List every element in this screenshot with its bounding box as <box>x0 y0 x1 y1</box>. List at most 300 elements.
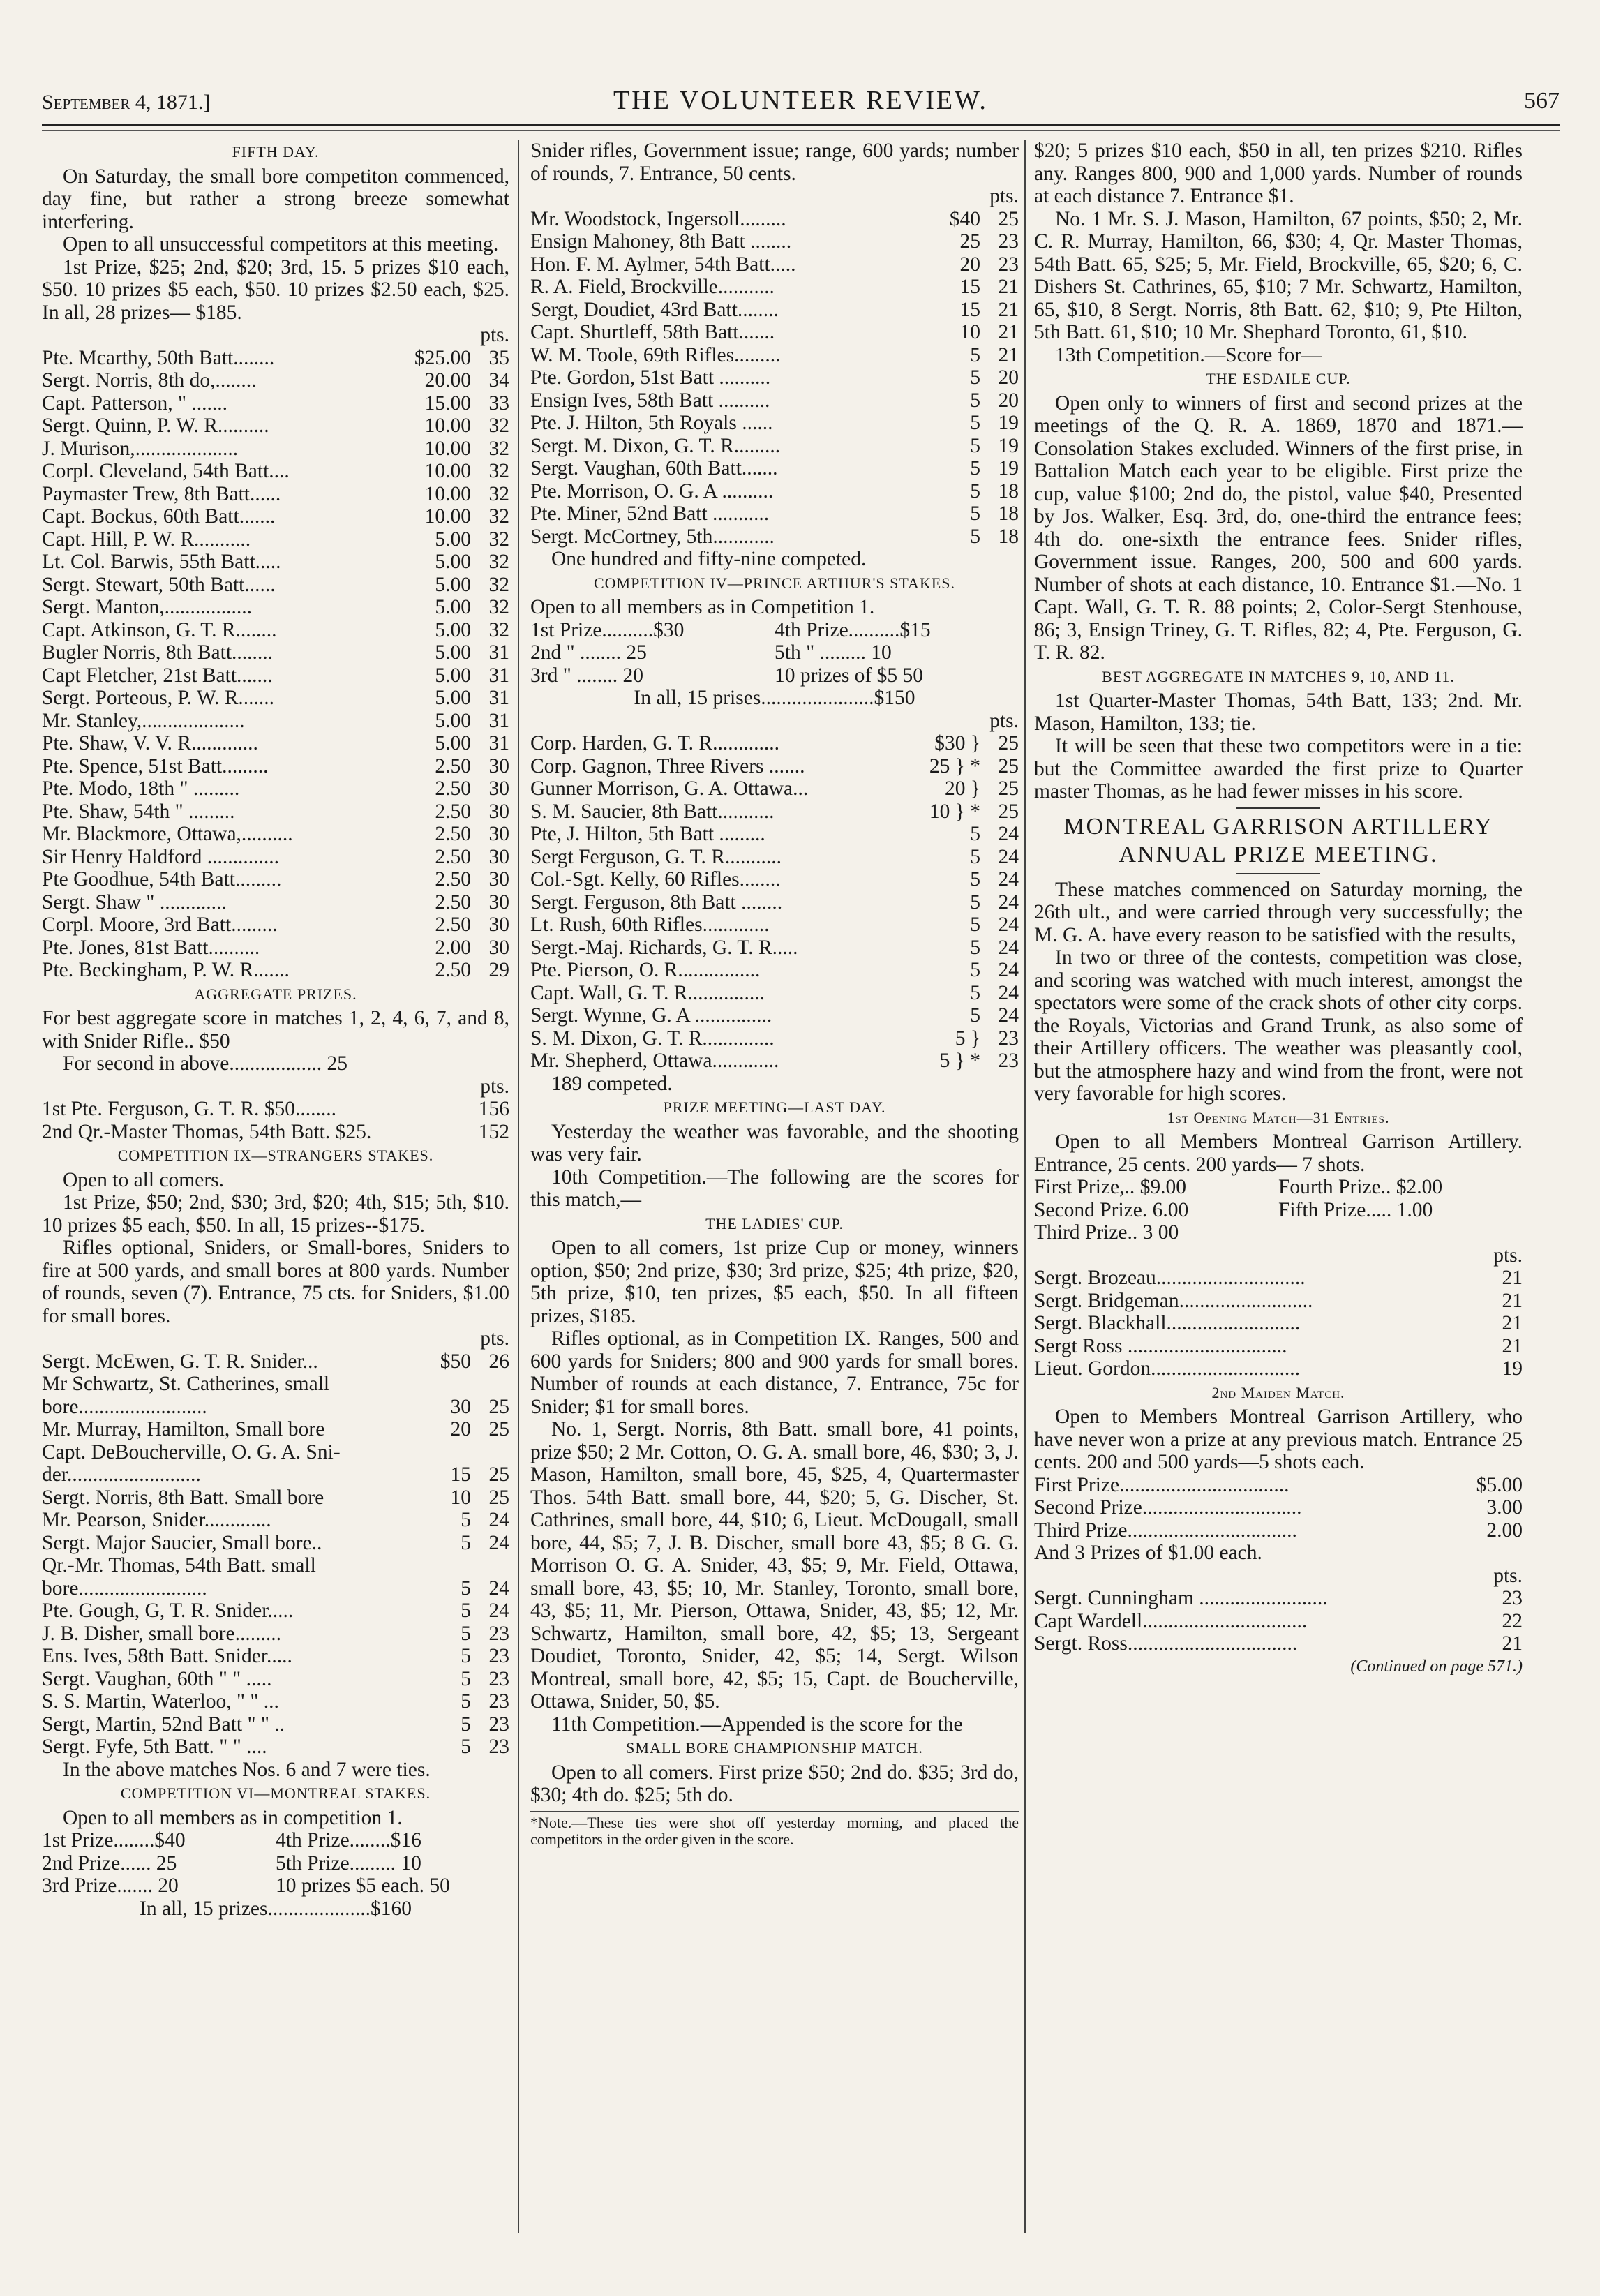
table-row <box>530 664 1019 687</box>
pts-label: pts. <box>989 709 1019 732</box>
column-divider-2 <box>1024 140 1026 2233</box>
competitor-name: Mr. Woodstock, Ingersoll......... <box>530 207 786 230</box>
table-row <box>530 366 1019 389</box>
table-row <box>42 1350 509 1373</box>
table-row <box>530 619 1019 642</box>
prize-cell: First Prize,.. $9.00 <box>1034 1176 1186 1198</box>
competitor-name: Sergt. Norris, 8th do,........ <box>42 369 257 392</box>
competitor-name: Col.-Sgt. Kelly, 60 Rifles........ <box>530 868 781 890</box>
points-value: 21 <box>998 321 1019 343</box>
points-value: 31 <box>488 709 509 732</box>
points-value: 32 <box>488 415 509 437</box>
prize-cell: 1st Prize........$40 <box>42 1829 186 1851</box>
table-row <box>530 208 1019 231</box>
prize-value: 5 <box>970 845 980 868</box>
prize-value: 10.00 <box>424 415 471 437</box>
points-value: 32 <box>488 573 509 596</box>
points-value: 30 <box>488 890 509 914</box>
prize-value: 5 <box>970 525 980 548</box>
competitor-name: Pte. Morrison, O. G. A .......... <box>530 479 774 502</box>
paragraph: 1st Prize, $50; 2nd, $30; 3rd, $20; 4th, $15; 5th, $10. 10 prizes $5 each, $50. In all, 15 prizes--$175. <box>42 1191 509 1237</box>
points-value: 18 <box>998 479 1019 502</box>
prize-cell: Fifth Prize..... 1.00 <box>1278 1198 1433 1221</box>
prize-value: 5 <box>461 1509 471 1531</box>
competitor-name: Sergt, Doudiet, 43rd Batt........ <box>530 298 779 321</box>
points-value: 30 <box>488 845 509 868</box>
points-value: 24 <box>998 981 1019 1004</box>
table-row <box>42 1690 509 1713</box>
table-row <box>530 525 1019 549</box>
paragraph: 1st Prize, $25; 2nd, $20; 3rd, 15. 5 prizes $10 each, $50. 10 prizes $5 each, $50. 10 prizes $2.50 each, $25. In all, 28 prizes— $185. <box>42 255 509 324</box>
table-row <box>42 460 509 483</box>
paragraph: For second in above.................. 25 <box>63 1052 348 1075</box>
paragraph: No. 1, Sergt. Norris, 8th Batt. small bore, 41 points, prize $50; 2 Mr. Cotton, O. G. A. small bore, 46, $30; 3, J. Mason, Hamilton, small bore, 45, $25, 4, Quartermaster Thos. 54th Batt. small bore, 44, $20; 5, G. Discher, St. Cathrines, small bore, 44, $10; 6, Lieut. McDougall, small bore, 44, $5; 7, J. B. Discher, small bore 43, $5; 8 G. G. Morrison O. G. A. Snider, 43, $5; 9, Mr. Field, Ottawa, small bore, 43, $5; 10, Mr. Stanley, Toronto, small bore, 43, $5; 11, Mr. Pierson, Ottawa, Snider, 43, $5; 12, Mr. Schwartz, Hamilton, small bore, 42, $5; 13, Sergeant Doudiet, Toronto, Snider, 42, $5; 14, Sergt. Wilson Montreal, small bore, 42, $5; 15, Capt. de Boucherville, Ottawa, Snider, 50, $5. <box>530 1418 1019 1713</box>
competitor-name: Capt Fletcher, 21st Batt....... <box>42 664 273 687</box>
points-value: 22 <box>1502 1609 1523 1632</box>
section-heading: THE ESDAILE CUP. <box>1206 370 1351 387</box>
competitor-name: Qr.-Mr. Thomas, 54th Batt. small <box>42 1554 316 1576</box>
prize-value: 5 <box>970 343 980 366</box>
prize-value: 5 <box>970 890 980 914</box>
table-row <box>1034 1290 1523 1313</box>
competitor-name: Mr. Blackmore, Ottawa,.......... <box>42 823 293 845</box>
table-row <box>42 1829 509 1852</box>
points-value: 25 <box>488 1418 509 1440</box>
table-row <box>530 230 1019 253</box>
points-value: 31 <box>488 687 509 709</box>
table-row <box>530 276 1019 299</box>
points-value: 24 <box>998 1004 1019 1027</box>
points-value: 23 <box>488 1667 509 1690</box>
table-row <box>42 1577 509 1600</box>
table-row <box>42 528 509 551</box>
table-row <box>530 299 1019 322</box>
points-value: 20 <box>998 366 1019 389</box>
prize-value: 2.50 <box>435 868 471 890</box>
table-row <box>42 914 509 937</box>
points-value: 24 <box>488 1576 509 1600</box>
table-row <box>530 891 1019 914</box>
competitor-name: Capt. Patterson, " ....... <box>42 392 228 415</box>
prize-value: 20.00 <box>424 369 471 392</box>
points-value: 30 <box>488 754 509 777</box>
prize-value: 10.00 <box>424 460 471 482</box>
competitor-name: Pte. Shaw, 54th " ......... <box>42 800 235 823</box>
paragraph: Open to Members Montreal Garrison Artillery, who have never won a prize at any previous match. Entrance 25 cents. 200 and 500 yards—5 shots each. <box>1034 1406 1523 1473</box>
prize-value: 15 <box>959 298 980 321</box>
competitor-name: Pte. Shaw, V. V. R............. <box>42 732 258 754</box>
table-row <box>530 937 1019 960</box>
points-value: 29 <box>488 959 509 981</box>
competitor-name: Bugler Norris, 8th Batt........ <box>42 641 274 664</box>
prize-value: 5 <box>970 914 980 936</box>
prize-value: 5 <box>970 502 980 525</box>
prize-value: 5 <box>970 959 980 981</box>
points-value: 24 <box>998 936 1019 959</box>
prize-value: 5.00 <box>435 732 471 754</box>
points-value: 35 <box>488 346 509 369</box>
table-row <box>42 347 509 370</box>
table-row <box>42 641 509 664</box>
prize-value: 5 <box>970 981 980 1004</box>
prize-value: 5 <box>461 1713 471 1736</box>
table-row <box>42 777 509 800</box>
table-row <box>42 1463 509 1486</box>
paragraph: One hundred and fifty-nine competed. <box>551 548 867 570</box>
table-row <box>42 1736 509 1759</box>
prize-value: 5 <box>461 1531 471 1554</box>
footnote: *Note.—These ties were shot off yesterday morning, and placed the competitors in the order given in the score. <box>530 1811 1019 1848</box>
table-row <box>1034 1610 1523 1633</box>
competitor-name: Sergt. Shaw " ............. <box>42 890 227 914</box>
prize-value: 5 <box>461 1645 471 1667</box>
competitor-name: S. S. Martin, Waterloo, " " ... <box>42 1690 279 1713</box>
competitor-name: Pte. J. Hilton, 5th Royals ...... <box>530 412 773 434</box>
table-row <box>1034 1587 1523 1610</box>
table-row <box>42 710 509 733</box>
competitor-name: Sergt. M. Dixon, G. T. R......... <box>530 434 781 457</box>
separator <box>1236 873 1320 874</box>
competitor-name: Sergt, Martin, 52nd Batt " " .. <box>42 1713 285 1736</box>
competitor-name: Sergt Ross ............................... <box>1034 1334 1287 1357</box>
competitor-name: Sergt.-Maj. Richards, G. T. R..... <box>530 936 798 959</box>
points-value: 32 <box>488 528 509 551</box>
table-row <box>42 369 509 392</box>
paragraph: Snider rifles, Government issue; range, 600 yards; number of rounds, 7. Entrance, 50 cents. <box>530 140 1019 185</box>
points-value: 24 <box>998 959 1019 981</box>
table-row <box>530 389 1019 412</box>
competitor-name: Sergt. McCortney, 5th............ <box>530 525 775 548</box>
table-row <box>42 551 509 574</box>
competitor-name: Sergt. Ross................................. <box>1034 1632 1298 1655</box>
paragraph: 10th Competition.—The following are the scores for this match,— <box>530 1165 1019 1211</box>
points-value: 23 <box>1502 1587 1523 1609</box>
points-value: 25 <box>998 777 1019 800</box>
competitor-name: bore......................... <box>42 1576 207 1600</box>
table-row <box>530 868 1019 891</box>
table-row <box>42 732 509 755</box>
table-row <box>530 1027 1019 1050</box>
section-heading: SMALL BORE CHAMPIONSHIP MATCH. <box>626 1739 923 1757</box>
points-value: 30 <box>488 936 509 959</box>
points-value: 21 <box>1502 1267 1523 1289</box>
prize-cell: Second Prize. 6.00 <box>1034 1198 1189 1221</box>
table-row <box>42 823 509 846</box>
competitor-name: Corp. Gagnon, Three Rivers ....... <box>530 754 805 777</box>
competitor-name: 2nd Qr.-Master Thomas, 54th Batt. $25. <box>42 1120 372 1143</box>
points-value: 23 <box>488 1690 509 1713</box>
table-row <box>530 1050 1019 1073</box>
section-heading: BEST AGGREGATE IN MATCHES 9, 10, AND 11. <box>1102 667 1455 685</box>
prize-name: Second Prize............................... <box>1034 1496 1302 1519</box>
prize-value: 25 } * <box>929 754 980 777</box>
table-row <box>42 392 509 415</box>
prize-value: 5 <box>970 412 980 434</box>
competitor-name: Pte. Pierson, O. R................ <box>530 959 761 981</box>
competitor-name: Capt. Atkinson, G. T. R........ <box>42 618 277 641</box>
prize-value: $25.00 <box>414 346 471 369</box>
points-value: 19 <box>998 412 1019 434</box>
points-value: 30 <box>488 914 509 936</box>
prize-value: 5 <box>461 1576 471 1600</box>
points-value: 21 <box>998 276 1019 298</box>
paragraph: On Saturday, the small bore competiton commenced, day fine, but rather a strong breeze somewhat interfering. <box>42 165 509 233</box>
paragraph: For best aggregate score in matches 1, 2, 4, 6, 7, and 8, with Snider Rifle.. $50 <box>42 1007 509 1052</box>
section-heading: PRIZE MEETING—LAST DAY. <box>663 1098 886 1116</box>
table-row <box>42 846 509 869</box>
points-value: 19 <box>998 434 1019 457</box>
table-row <box>42 1418 509 1441</box>
table-row <box>42 483 509 506</box>
paragraph: 13th Competition.—Score for— <box>1055 343 1322 366</box>
points-value: 34 <box>488 369 509 392</box>
points-value <box>471 1554 509 1577</box>
competitor-name: Sergt. Manton,................. <box>42 596 253 618</box>
prize-table <box>42 1829 509 1898</box>
paragraph: These matches commenced on Saturday morning, the 26th ult., and were carried through very successfully; the M. G. A. have every reason to be satisfied with the results, <box>1034 878 1523 946</box>
table-row <box>530 800 1019 823</box>
prize-cell: 1st Prize..........$30 <box>530 618 685 641</box>
competitor-name: Pte, J. Hilton, 5th Batt ......... <box>530 823 765 845</box>
prize-value: 2.50 <box>435 754 471 777</box>
prize-cell: Third Prize.. 3 00 <box>1034 1221 1179 1244</box>
points-value: 23 <box>488 1713 509 1736</box>
prize-value: 5.00 <box>435 709 471 732</box>
pts-label: pts. <box>1493 1564 1523 1587</box>
competitor-name: Sergt. Vaughan, 60th " " ..... <box>42 1667 272 1690</box>
prize-value: 15.00 <box>424 392 471 415</box>
prize-value: 5 } * <box>939 1050 980 1072</box>
prize-value: 2.50 <box>435 823 471 845</box>
prize-value: 20 <box>450 1418 471 1440</box>
table-row <box>530 321 1019 344</box>
competitor-name: Pte. Spence, 51st Batt......... <box>42 754 269 777</box>
competitor-name: bore......................... <box>42 1395 207 1418</box>
points-value: 21 <box>1502 1312 1523 1334</box>
competitor-name: Ens. Ives, 58th Batt. Snider..... <box>42 1645 292 1667</box>
header-rule-thin <box>42 130 1560 131</box>
table-row <box>42 1098 509 1121</box>
table-row <box>530 502 1019 525</box>
points-value: 23 <box>488 1622 509 1645</box>
prize-value: 2.50 <box>435 890 471 914</box>
points-value: 24 <box>488 1531 509 1554</box>
table-row <box>42 755 509 778</box>
header-rule <box>42 124 1560 126</box>
table-row <box>42 596 509 619</box>
points-value: 23 <box>998 230 1019 253</box>
points-value: 30 <box>488 777 509 800</box>
prize-value: 5.00 <box>435 687 471 709</box>
points-value: 32 <box>488 482 509 505</box>
paragraph: In all, 15 prizes....................$160 <box>140 1897 412 1920</box>
paragraph: It will be seen that these two competitors were in a tie: but the Committee awarded the first prize to Quarter master Thomas, as he had fewer misses in his score. <box>1034 735 1523 803</box>
points-value: 25 <box>488 1463 509 1486</box>
paragraph: Open to all members as in competition 1. <box>63 1806 403 1829</box>
competitor-name: Lt. Col. Barwis, 55th Batt..... <box>42 551 281 573</box>
results-list <box>42 1350 509 1759</box>
pts-label: pts. <box>1493 1244 1523 1267</box>
paragraph: 189 competed. <box>551 1072 673 1095</box>
competitor-name: Capt. DeBoucherville, O. G. A. Sni- <box>42 1440 341 1463</box>
table-row <box>1034 1474 1523 1497</box>
results-list <box>1034 1267 1523 1380</box>
header-page-number: 567 <box>1524 88 1560 114</box>
competitor-name: Lt. Rush, 60th Rifles............. <box>530 914 770 936</box>
results-list <box>530 732 1019 1073</box>
points-value: 30 <box>488 868 509 890</box>
prize-value: 5 <box>970 434 980 457</box>
table-row <box>1034 1632 1523 1655</box>
competitor-name: W. M. Toole, 69th Rifles......... <box>530 343 781 366</box>
competitor-name: Pte. Miner, 52nd Batt ........... <box>530 502 770 525</box>
section-heading: COMPETITION IX—STRANGERS STAKES. <box>117 1147 434 1164</box>
competitor-name: Sergt. Fyfe, 5th Batt. " " .... <box>42 1736 267 1758</box>
prize-value: 2.50 <box>435 959 471 981</box>
table-row <box>42 415 509 438</box>
table-row <box>1034 1221 1523 1244</box>
table-row <box>42 687 509 710</box>
paragraph: And 3 Prizes of $1.00 each. <box>1034 1542 1262 1564</box>
prize-value: 5.00 <box>435 528 471 551</box>
competitor-name: der.......................... <box>42 1463 201 1486</box>
prize-cell: 10 prizes of $5 50 <box>775 664 924 687</box>
competitor-name: Pte. Mcarthy, 50th Batt........ <box>42 346 275 369</box>
prize-value: 20 <box>959 253 980 276</box>
points-value: 23 <box>998 253 1019 276</box>
table-row <box>530 435 1019 458</box>
prize-value: $40 <box>949 207 980 230</box>
points-value: 21 <box>998 298 1019 321</box>
paragraph: Open to all Members Montreal Garrison Artillery. Entrance, 25 cents. 200 yards— 7 shots. <box>1034 1131 1523 1176</box>
paragraph: Open only to winners of first and second prizes at the meetings of the Q. R. A. 1869, 1870 and 1871.—Consolation Stakes excluded. Winners of the first prise, in Battalion Match each year to be eligible. First prize the cup, value $100; 2nd do, the pistol, value $40, Presented by Jos. Walker, Esq. 3rd, do, one-third the entrance fees; 4th do. one-sixth the entrance fees. Snider rifles, Government issue. Ranges, 200, 500 and 600 yards. Number of shots at each distance, 10. Entrance $1.—No. 1 Capt. Wall, G. T. R. 88 points; 2, Color-Sergt Stenhouse, 86; 3, Ensign Triney, G. T. Rifles, 82; 4, Pte. Ferguson, G. T. R. 82. <box>1034 392 1523 664</box>
table-row <box>42 937 509 960</box>
prize-value: 5.00 <box>435 573 471 596</box>
points-value: 24 <box>998 914 1019 936</box>
table-row <box>530 253 1019 276</box>
table-row <box>42 868 509 891</box>
section-heading: COMPETITION VI—MONTREAL STAKES. <box>120 1784 431 1802</box>
points-value <box>471 1441 509 1464</box>
points-value: 24 <box>998 823 1019 845</box>
table-row <box>530 959 1019 982</box>
paragraph: No. 1 Mr. S. J. Mason, Hamilton, 67 points, $50; 2, Mr. C. R. Murray, Hamilton, 66, $30; 4, Qr. Master Thomas, 54th Batt. 65, $25; 5, Mr. Field, Brockville, 65, $20; 6, C. Dishers St. Cathrines, 65, $10; 7 Mr. Schwartz, Hamilton, 65, $10, 8 Sergt. Norris, 8th Batt. 62, $10; 9, Pte Hilton, 5th Batt. 61, $10; 10 Mr. Shephard Toronto, 61, $10. <box>1034 207 1523 343</box>
competitor-name: Pte. Gough, G, T. R. Snider..... <box>42 1600 294 1622</box>
points-value: 30 <box>488 823 509 845</box>
points-value: 32 <box>488 460 509 482</box>
results-list <box>530 208 1019 549</box>
pts-label: pts. <box>480 1075 509 1098</box>
table-row <box>530 732 1019 755</box>
table-row <box>42 1852 509 1875</box>
paragraph: Yesterday the weather was favorable, and the shooting was very fair. <box>530 1120 1019 1165</box>
table-row <box>530 641 1019 664</box>
table-row <box>42 1373 509 1396</box>
competitor-name: Paymaster Trew, 8th Batt...... <box>42 482 281 505</box>
competitor-name: R. A. Field, Brockville........... <box>530 276 775 298</box>
table-row <box>1034 1267 1523 1290</box>
points-value: 19 <box>998 457 1019 479</box>
points-value: 19 <box>1502 1357 1523 1380</box>
competitor-name: Capt. Shurtleff, 58th Batt....... <box>530 321 775 343</box>
points-value: 23 <box>488 1645 509 1667</box>
competitor-name: J. B. Disher, small bore......... <box>42 1622 281 1645</box>
table-row <box>1034 1176 1523 1199</box>
table-row <box>1034 1312 1523 1335</box>
competitor-name: S. M. Dixon, G. T. R.............. <box>530 1027 775 1050</box>
table-row <box>530 480 1019 503</box>
prize-value: 10.00 <box>424 505 471 528</box>
table-row <box>42 1441 509 1464</box>
section-heading: COMPETITION IV—PRINCE ARTHUR'S STAKES. <box>593 574 956 592</box>
results-list <box>1034 1587 1523 1655</box>
table-row <box>42 1623 509 1646</box>
prize-value: 5 <box>970 479 980 502</box>
competitor-name: Capt. Wall, G. T. R............... <box>530 981 765 1004</box>
points-value: 24 <box>998 845 1019 868</box>
separator <box>1236 807 1320 809</box>
table-row <box>42 1121 509 1144</box>
competitor-name: Pte. Jones, 81st Batt.......... <box>42 936 260 959</box>
table-row <box>42 1713 509 1736</box>
competitor-name: Sergt. Major Saucier, Small bore.. <box>42 1531 322 1554</box>
competitor-name: Corp. Harden, G. T. R............. <box>530 732 779 754</box>
competitor-name: Sergt. Quinn, P. W. R.......... <box>42 415 269 437</box>
prize-cell: Fourth Prize.. $2.00 <box>1278 1176 1443 1198</box>
points-value: 24 <box>998 868 1019 890</box>
section-heading: 2nd Maiden Match. <box>1211 1383 1345 1401</box>
prize-value: 2.50 <box>435 914 471 936</box>
column-3 <box>1034 140 1523 1678</box>
prize-value: 5.00 <box>435 641 471 664</box>
points-value: 156 <box>478 1098 509 1120</box>
table-row <box>530 1004 1019 1027</box>
points-value: 21 <box>1502 1334 1523 1357</box>
prize-value: 5.00 <box>435 551 471 573</box>
competitor-name: Lieut. Gordon............................. <box>1034 1357 1301 1380</box>
table-row <box>42 664 509 687</box>
competitor-name: Capt. Bockus, 60th Batt....... <box>42 505 276 528</box>
competitor-name: Pte Goodhue, 54th Batt......... <box>42 868 282 890</box>
points-value: 21 <box>998 343 1019 366</box>
prize-table <box>530 619 1019 687</box>
prize-value: 2.50 <box>435 777 471 800</box>
points-value: 32 <box>488 618 509 641</box>
points-value: 32 <box>488 551 509 573</box>
points-value: 23 <box>998 1027 1019 1050</box>
table-row <box>530 823 1019 846</box>
prize-name: Third Prize................................. <box>1034 1519 1297 1542</box>
table-row <box>42 1396 509 1419</box>
table-row <box>1034 1335 1523 1358</box>
prize-value: 10 <box>450 1486 471 1509</box>
prize-value: 5.00 <box>435 618 471 641</box>
competitor-name: Sergt. Cunningham ......................... <box>1034 1587 1328 1609</box>
prize-value: 5 <box>461 1736 471 1758</box>
prize-value: 5 <box>970 936 980 959</box>
prize-cell: 10 prizes $5 each. 50 <box>276 1874 450 1897</box>
table-row <box>530 914 1019 937</box>
points-value: 31 <box>488 641 509 664</box>
prize-value <box>401 1554 471 1577</box>
table-row <box>42 1645 509 1668</box>
points-value: 25 <box>998 754 1019 777</box>
competitor-name: Gunner Morrison, G. A. Ottawa... <box>530 777 809 800</box>
prize-table <box>1034 1474 1523 1542</box>
prize-cell: 5th " ......... 10 <box>775 641 892 664</box>
competitor-name: Pte. Beckingham, P. W. R....... <box>42 959 290 981</box>
competitor-name: J. Murison,.................... <box>42 437 239 460</box>
